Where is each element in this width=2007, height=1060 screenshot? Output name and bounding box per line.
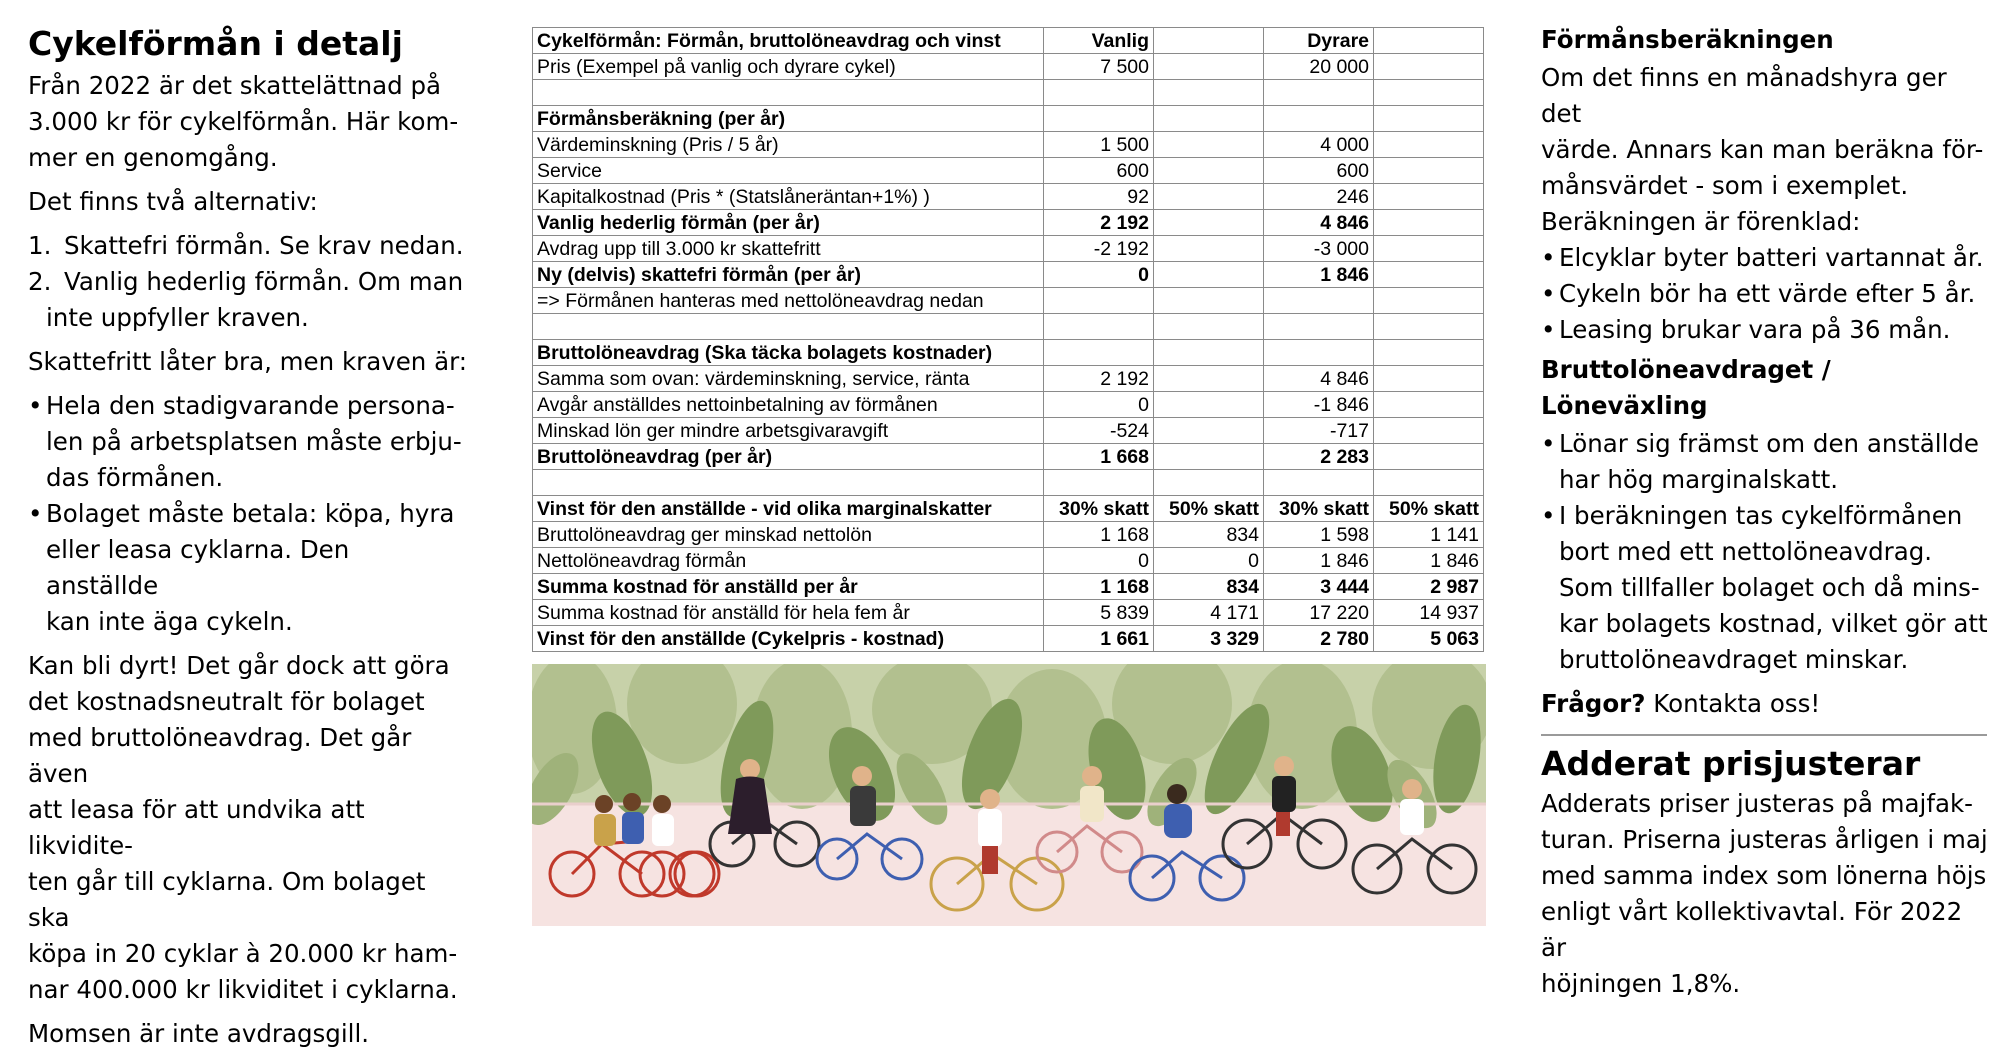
row-label <box>533 470 1044 496</box>
text-line: Adderats priser justeras på majfak- <box>1541 789 1974 818</box>
value-cell: -2 192 <box>1044 236 1154 262</box>
simplification-item <box>1541 240 1989 276</box>
value-cell <box>1374 132 1484 158</box>
table-row <box>533 626 1484 652</box>
questions-line <box>1541 686 1989 722</box>
row-label: Värdeminskning (Pris / 5 år) <box>533 132 1044 158</box>
value-cell: 834 <box>1154 574 1264 600</box>
text-line: Elcyklar byter batteri vartannat år. <box>1559 243 1984 272</box>
cyclists-illustration <box>532 664 1486 926</box>
value-cell: -1 846 <box>1264 392 1374 418</box>
table-row <box>533 54 1484 80</box>
value-cell: 0 <box>1044 262 1154 288</box>
cost-paragraph <box>28 648 468 1008</box>
text-line: höjningen 1,8%. <box>1541 969 1741 998</box>
table-row <box>533 392 1484 418</box>
requirements-heading: Skattefritt låter bra, men kraven är: <box>28 347 468 376</box>
value-cell: 600 <box>1264 158 1374 184</box>
value-cell: 1 500 <box>1044 132 1154 158</box>
table-row <box>533 288 1484 314</box>
value-cell <box>1154 444 1264 470</box>
value-cell <box>1374 314 1484 340</box>
value-cell <box>1044 106 1154 132</box>
brutto-list <box>1541 426 1989 678</box>
text-line: enligt vårt kollektivavtal. För 2022 är <box>1541 897 1963 962</box>
text-line: Cykeln bör ha ett värde efter 5 år. <box>1559 279 1976 308</box>
benefit-table <box>532 27 1484 652</box>
salary-exchange-item <box>1541 498 1989 678</box>
row-label: Summa kostnad för anställd per år <box>533 574 1044 600</box>
value-cell: 600 <box>1044 158 1154 184</box>
row-label: => Förmånen hanteras med nettolöneavdrag nedan <box>533 288 1044 314</box>
text-line: Leasing brukar vara på 36 mån. <box>1559 315 1951 344</box>
text-line: eller leasa cyklarna. Den anställde <box>46 535 350 600</box>
value-cell <box>1374 28 1484 54</box>
value-cell: 4 846 <box>1264 210 1374 236</box>
value-cell <box>1154 236 1264 262</box>
formans-heading: Förmånsberäkningen <box>1541 25 1834 54</box>
value-cell: Dyrare <box>1264 28 1374 54</box>
table-row <box>533 314 1484 340</box>
row-label: Cykelförmån: Förmån, bruttolöneavdrag och vinst <box>533 28 1044 54</box>
value-cell <box>1264 80 1374 106</box>
value-cell <box>1154 54 1264 80</box>
table-row <box>533 522 1484 548</box>
value-cell <box>1374 158 1484 184</box>
forenklad-list <box>1541 240 1989 348</box>
value-cell: 92 <box>1044 184 1154 210</box>
value-cell: -717 <box>1264 418 1374 444</box>
value-cell <box>1154 470 1264 496</box>
value-cell <box>1374 184 1484 210</box>
value-cell <box>1044 314 1154 340</box>
value-cell <box>1264 470 1374 496</box>
row-label <box>533 314 1044 340</box>
value-cell <box>1154 106 1264 132</box>
text-line: månsvärdet - som i exemplet. <box>1541 171 1909 200</box>
row-label: Vinst för den anställde (Cykelpris - kostnad) <box>533 626 1044 652</box>
requirement-item <box>28 388 468 496</box>
contact-text: Kontakta oss! <box>1645 689 1821 718</box>
text-line: len på arbetsplatsen måste erbju- <box>46 427 462 456</box>
salary-exchange-item <box>1541 426 1989 498</box>
table-row <box>533 28 1484 54</box>
text-line: Bolaget måste betala: köpa, hyra <box>46 499 455 528</box>
text-line: Lönar sig främst om den anställde <box>1559 429 1980 458</box>
value-cell: 30% skatt <box>1044 496 1154 522</box>
text-line: det kostnadsneutralt för bolaget <box>28 687 425 716</box>
value-cell <box>1374 54 1484 80</box>
value-cell: 1 668 <box>1044 444 1154 470</box>
value-cell: 30% skatt <box>1264 496 1374 522</box>
simplification-item <box>1541 312 1989 348</box>
table-row <box>533 210 1484 236</box>
value-cell <box>1154 158 1264 184</box>
value-cell <box>1374 262 1484 288</box>
text-line: 3.000 kr för cykelförmån. Här kom- <box>28 107 459 136</box>
value-cell: 2 283 <box>1264 444 1374 470</box>
text-line: Hela den stadigvarande persona- <box>46 391 455 420</box>
table-row <box>533 418 1484 444</box>
value-cell: 1 168 <box>1044 574 1154 600</box>
value-cell: 5 839 <box>1044 600 1154 626</box>
value-cell <box>1264 314 1374 340</box>
value-cell <box>1374 236 1484 262</box>
value-cell <box>1154 340 1264 366</box>
text-line: ten går till cyklarna. Om bolaget ska <box>28 867 426 932</box>
row-label: Bruttolöneavdrag ger minskad nettolön <box>533 522 1044 548</box>
table-row <box>533 470 1484 496</box>
value-cell: 1 846 <box>1374 548 1484 574</box>
text-line: att leasa för att undvika att likvidite- <box>28 795 365 860</box>
table-row <box>533 262 1484 288</box>
value-cell <box>1154 132 1264 158</box>
row-label: Minskad lön ger mindre arbetsgivaravgift <box>533 418 1044 444</box>
value-cell: -524 <box>1044 418 1154 444</box>
table-row <box>533 158 1484 184</box>
requirement-item <box>28 496 468 640</box>
value-cell: -3 000 <box>1264 236 1374 262</box>
brutto-heading: Bruttolöneavdraget / Löneväxling <box>1541 355 1831 420</box>
benefit-table-wrapper <box>532 27 1484 652</box>
value-cell <box>1154 418 1264 444</box>
text-line: köpa in 20 cyklar à 20.000 kr ham- <box>28 939 458 968</box>
row-label: Kapitalkostnad (Pris * (Statslåneräntan+1%) ) <box>533 184 1044 210</box>
section-divider <box>1541 734 1987 736</box>
text-line: Skattefri förmån. Se krav nedan. <box>64 231 464 260</box>
text-line: I beräkningen tas cykelförmånen <box>1559 501 1963 530</box>
value-cell <box>1374 340 1484 366</box>
table-row <box>533 184 1484 210</box>
value-cell: 0 <box>1044 392 1154 418</box>
vat-note: Momsen är inte avdragsgill. <box>28 1019 370 1048</box>
text-line: har hög marginalskatt. <box>1559 465 1839 494</box>
adderat-title: Adderat prisjusterar <box>1541 744 1921 783</box>
alternative-item <box>28 228 468 264</box>
value-cell: Vanlig <box>1044 28 1154 54</box>
text-line: Om det finns en månadshyra ger det <box>1541 63 1947 128</box>
value-cell <box>1044 340 1154 366</box>
questions-label: Frågor? <box>1541 689 1646 718</box>
table-row <box>533 106 1484 132</box>
text-line: värde. Annars kan man beräkna för- <box>1541 135 1984 164</box>
value-cell: 1 141 <box>1374 522 1484 548</box>
row-label: Bruttolöneavdrag (per år) <box>533 444 1044 470</box>
row-label: Bruttolöneavdrag (Ska täcka bolagets kostnader) <box>533 340 1044 366</box>
requirements-list <box>28 388 468 640</box>
row-label <box>533 80 1044 106</box>
row-label: Summa kostnad för anställd för hela fem år <box>533 600 1044 626</box>
value-cell: 17 220 <box>1264 600 1374 626</box>
value-cell <box>1044 80 1154 106</box>
alternative-item <box>28 264 468 336</box>
value-cell <box>1044 288 1154 314</box>
row-label: Samma som ovan: värdeminskning, service, ränta <box>533 366 1044 392</box>
row-label: Vanlig hederlig förmån (per år) <box>533 210 1044 236</box>
text-line: bruttolöneavdraget minskar. <box>1559 645 1909 674</box>
value-cell <box>1374 418 1484 444</box>
alternatives-list <box>28 228 468 336</box>
text-line: Som tillfaller bolaget och då mins- <box>1559 573 1980 602</box>
value-cell: 4 846 <box>1264 366 1374 392</box>
value-cell <box>1374 106 1484 132</box>
row-label: Nettolöneavdrag förmån <box>533 548 1044 574</box>
alternative-text <box>64 231 464 260</box>
value-cell: 2 780 <box>1264 626 1374 652</box>
table-row <box>533 340 1484 366</box>
alternative-number: 1. <box>28 231 52 260</box>
formans-paragraph <box>1541 60 1989 204</box>
table-row <box>533 444 1484 470</box>
text-line: Kan bli dyrt! Det går dock att göra <box>28 651 450 680</box>
value-cell <box>1374 288 1484 314</box>
value-cell: 1 598 <box>1264 522 1374 548</box>
value-cell <box>1264 288 1374 314</box>
value-cell <box>1154 288 1264 314</box>
value-cell: 3 329 <box>1154 626 1264 652</box>
table-row <box>533 132 1484 158</box>
value-cell <box>1264 340 1374 366</box>
text-line: mer en genomgång. <box>28 143 278 172</box>
value-cell <box>1154 366 1264 392</box>
value-cell: 834 <box>1154 522 1264 548</box>
value-cell <box>1374 366 1484 392</box>
value-cell: 1 846 <box>1264 262 1374 288</box>
value-cell: 2 987 <box>1374 574 1484 600</box>
value-cell: 20 000 <box>1264 54 1374 80</box>
page-title: Cykelförmån i detalj <box>28 24 403 63</box>
text-line: kan inte äga cykeln. <box>46 607 293 636</box>
alternative-text <box>46 267 463 332</box>
value-cell: 3 444 <box>1264 574 1374 600</box>
value-cell <box>1374 470 1484 496</box>
value-cell: 50% skatt <box>1374 496 1484 522</box>
text-line: bort med ett nettolöneavdrag. <box>1559 537 1933 566</box>
row-label: Avdrag upp till 3.000 kr skattefritt <box>533 236 1044 262</box>
text-line: Vanlig hederlig förmån. Om man <box>64 267 464 296</box>
value-cell <box>1264 106 1374 132</box>
value-cell <box>1044 470 1154 496</box>
table-row <box>533 574 1484 600</box>
text-line: Från 2022 är det skattelättnad på <box>28 71 442 100</box>
value-cell: 14 937 <box>1374 600 1484 626</box>
value-cell <box>1374 392 1484 418</box>
text-line: med samma index som lönerna höjs <box>1541 861 1987 890</box>
value-cell <box>1154 262 1264 288</box>
cyclists-illustration-svg <box>532 664 1486 926</box>
value-cell <box>1154 80 1264 106</box>
value-cell <box>1154 28 1264 54</box>
text-line: turan. Priserna justeras årligen i maj <box>1541 825 1988 854</box>
value-cell: 4 000 <box>1264 132 1374 158</box>
row-label: Förmånsberäkning (per år) <box>533 106 1044 132</box>
value-cell: 7 500 <box>1044 54 1154 80</box>
row-label: Pris (Exempel på vanlig och dyrare cykel) <box>533 54 1044 80</box>
text-line: nar 400.000 kr likviditet i cyklarna. <box>28 975 458 1004</box>
alternative-number: 2. <box>28 267 52 296</box>
text-line: das förmånen. <box>46 463 224 492</box>
value-cell: 5 063 <box>1374 626 1484 652</box>
value-cell: 2 192 <box>1044 210 1154 236</box>
value-cell <box>1374 444 1484 470</box>
left-column <box>28 22 468 1060</box>
intro-paragraph <box>28 68 468 176</box>
value-cell: 246 <box>1264 184 1374 210</box>
table-row <box>533 548 1484 574</box>
value-cell <box>1154 314 1264 340</box>
value-cell <box>1154 392 1264 418</box>
value-cell: 2 192 <box>1044 366 1154 392</box>
alternatives-heading: Det finns två alternativ: <box>28 187 318 216</box>
value-cell <box>1154 210 1264 236</box>
table-row <box>533 600 1484 626</box>
forenklad-heading: Beräkningen är förenklad: <box>1541 207 1861 236</box>
adderat-paragraph <box>1541 786 1989 1002</box>
value-cell: 1 661 <box>1044 626 1154 652</box>
text-line: med bruttolöneavdrag. Det går även <box>28 723 412 788</box>
simplification-item <box>1541 276 1989 312</box>
text-line: inte uppfyller kraven. <box>46 303 309 332</box>
row-label: Avgår anställdes nettoinbetalning av förmånen <box>533 392 1044 418</box>
right-column <box>1541 22 1989 1010</box>
table-row <box>533 496 1484 522</box>
row-label: Vinst för den anställde - vid olika marginalskatter <box>533 496 1044 522</box>
table-row <box>533 80 1484 106</box>
value-cell: 0 <box>1154 548 1264 574</box>
row-label: Service <box>533 158 1044 184</box>
value-cell <box>1374 210 1484 236</box>
table-row <box>533 236 1484 262</box>
table-row <box>533 366 1484 392</box>
value-cell: 4 171 <box>1154 600 1264 626</box>
value-cell: 1 846 <box>1264 548 1374 574</box>
value-cell: 0 <box>1044 548 1154 574</box>
value-cell <box>1154 184 1264 210</box>
text-line: kar bolagets kostnad, vilket gör att <box>1559 609 1988 638</box>
value-cell: 50% skatt <box>1154 496 1264 522</box>
value-cell: 1 168 <box>1044 522 1154 548</box>
row-label: Ny (delvis) skattefri förmån (per år) <box>533 262 1044 288</box>
value-cell <box>1374 80 1484 106</box>
